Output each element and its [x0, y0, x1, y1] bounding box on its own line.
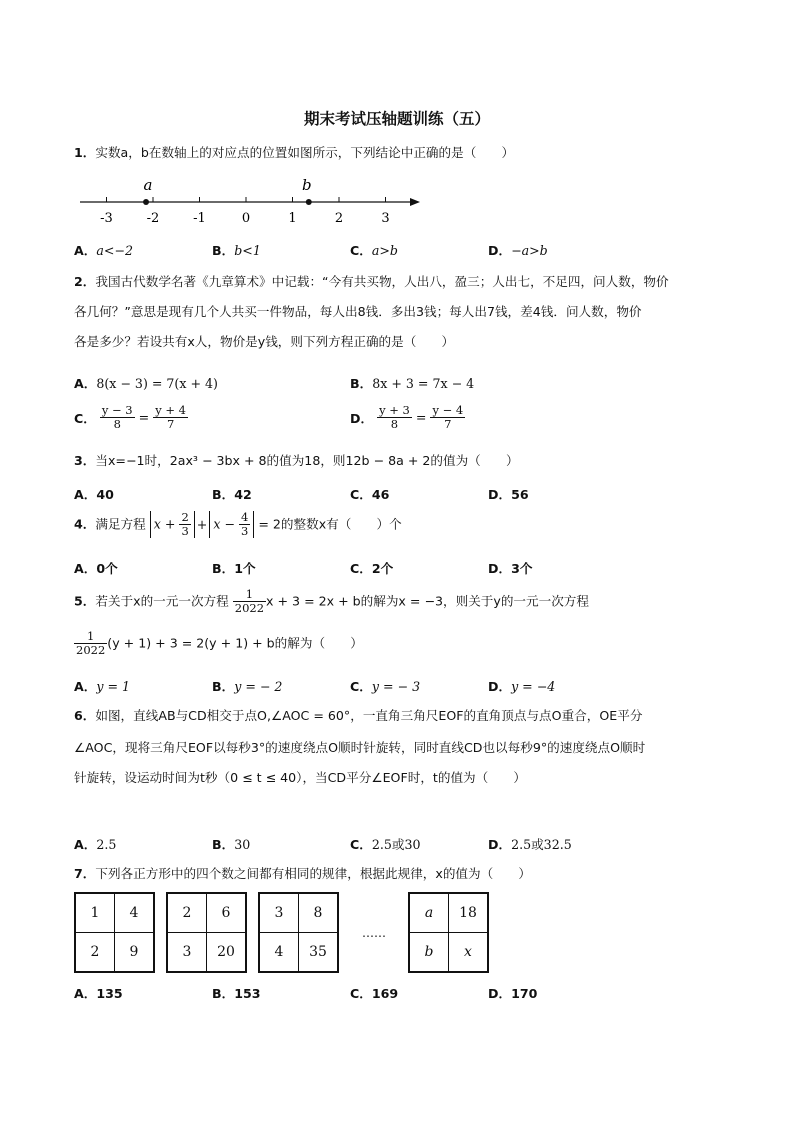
option-label: B． — [212, 837, 235, 852]
cell-top-right: 4 — [129, 905, 139, 921]
cell-top-right: 18 — [459, 905, 477, 921]
question-5-line-1 — [74, 588, 589, 615]
question-number: 7． — [74, 866, 96, 881]
q3-option-c[interactable] — [350, 484, 389, 503]
cell-bottom-left: 2 — [90, 944, 100, 960]
option-label: A． — [74, 243, 97, 258]
option-label: C． — [74, 411, 96, 426]
question-text: 满足方程 — [95, 516, 146, 532]
tick-label: -3 — [100, 211, 113, 226]
option-text: y = 1 — [96, 679, 131, 694]
option-text: 56 — [511, 487, 529, 502]
cell-top-left: a — [424, 905, 434, 921]
tick-label: 0 — [241, 211, 251, 226]
question-6-line-2: ∠AOC，现将三角尺EOF以每秒3°的速度绕点O顺时针旋转，同时直线CD也以每秒9°的速度绕点O顺时 — [74, 740, 646, 755]
question-text: 我国古代数学名著《九章算术》中记载：“今有共买物，人出八，盈三；人出七，不足四，问人数，物价 — [95, 274, 669, 289]
numerator: y − 3 — [101, 403, 133, 417]
option-label: A． — [74, 561, 97, 576]
denominator: 3 — [181, 524, 189, 538]
option-label: A． — [74, 487, 97, 502]
number-square-1 — [74, 892, 155, 973]
cell-top-left: 2 — [182, 905, 192, 921]
question-number: 2． — [74, 274, 96, 289]
option-text: y = − 2 — [234, 679, 283, 694]
numerator: 1 — [74, 630, 107, 644]
option-label: C． — [350, 243, 372, 258]
option-text: 8x + 3 = 7x − 4 — [372, 376, 475, 391]
cell-top-right: 6 — [221, 905, 231, 921]
denominator: 7 — [444, 417, 452, 431]
point-b — [306, 199, 312, 205]
option-label: C． — [350, 837, 372, 852]
question-text: (y + 1) + 3 = 2(y + 1) + b的解为（ ） — [107, 635, 363, 651]
equals-sign: = — [415, 410, 427, 425]
numerator: 4 — [241, 510, 249, 524]
cell-top-right: 8 — [313, 905, 323, 921]
q3-option-b[interactable] — [212, 484, 252, 503]
question-2-line-2: 各几何？”意思是现有几个人共买一件物品，每人出8钱．多出3钱；每人出7钱，差4钱．问人数，物价 — [74, 304, 642, 319]
option-text: 3个 — [511, 561, 533, 576]
cell-bottom-left: b — [424, 944, 434, 960]
denominator: 2022 — [234, 601, 265, 615]
question-text: 若关于x的一元一次方程 — [95, 593, 229, 609]
question-number: 3． — [74, 453, 96, 468]
question-text: 如图，直线AB与CD相交于点O,∠AOC = 60°，一直角三角尺EOF的直角顶点与点O重合，OE平分 — [95, 708, 643, 723]
option-text: 46 — [371, 487, 390, 502]
arrow-icon — [410, 198, 420, 206]
option-text: 1个 — [234, 561, 256, 576]
q6-option-a[interactable] — [74, 834, 116, 853]
option-text: 8(x − 3) = 7(x + 4) — [96, 376, 218, 391]
fraction — [233, 588, 266, 615]
q2-option-b[interactable] — [350, 373, 474, 392]
option-label: C． — [350, 986, 372, 1001]
question-3-stem — [74, 453, 519, 469]
q2-option-a[interactable] — [74, 373, 218, 392]
option-label: B． — [212, 561, 235, 576]
question-text: = 2的整数x有（ ）个 — [258, 516, 402, 532]
option-text: y = −4 — [511, 679, 556, 694]
question-text: 当x=−1时，2ax³ − 3bx + 8的值为18，则12b − 8a + 2的值为（ ） — [95, 453, 519, 468]
fraction — [377, 404, 412, 431]
expr: x − — [213, 516, 235, 532]
denominator: 3 — [241, 524, 249, 538]
tick-label: -1 — [193, 211, 206, 226]
number-square-2 — [166, 892, 247, 973]
option-label: D． — [488, 561, 512, 576]
q1-option-d[interactable] — [488, 240, 548, 259]
cell-bottom-right: x — [464, 944, 472, 960]
option-text: a<−2 — [96, 243, 133, 258]
ellipsis: …… — [362, 926, 386, 940]
numerator: 2 — [181, 510, 189, 524]
question-2-line-1 — [74, 274, 669, 290]
option-label: A． — [74, 986, 97, 1001]
numerator: y + 4 — [155, 403, 186, 417]
cell-bottom-right: 35 — [309, 944, 327, 960]
question-1-stem — [74, 145, 514, 161]
option-text: 40 — [96, 487, 114, 502]
q4-option-b[interactable] — [212, 558, 256, 577]
option-text: 2.5或30 — [371, 837, 421, 852]
q1-option-a[interactable] — [74, 240, 133, 259]
option-text: 2.5 — [96, 837, 117, 852]
q5-option-c[interactable] — [350, 676, 420, 695]
question-number: 1． — [74, 145, 96, 160]
option-text: −a>b — [511, 243, 548, 258]
q7-option-a[interactable] — [74, 983, 123, 1002]
q7-option-b[interactable] — [212, 983, 261, 1002]
q4-option-c[interactable] — [350, 558, 393, 577]
number-square-3 — [258, 892, 339, 973]
fraction — [239, 511, 250, 538]
q3-option-a[interactable] — [74, 484, 114, 503]
option-text: y = − 3 — [371, 679, 421, 694]
q6-option-d[interactable] — [488, 834, 572, 853]
question-number: 5． — [74, 593, 96, 609]
tick-label: 2 — [334, 211, 344, 226]
option-label: D． — [350, 411, 374, 426]
option-label: B． — [212, 986, 235, 1001]
option-text: 30 — [234, 837, 251, 852]
question-4-stem — [74, 511, 402, 538]
numerator: y − 4 — [432, 403, 464, 417]
q5-option-d[interactable] — [488, 676, 555, 695]
q5-option-a[interactable] — [74, 676, 130, 695]
question-text: 实数a，b在数轴上的对应点的位置如图所示，下列结论中正确的是（ ） — [95, 145, 515, 160]
equals-sign: = — [138, 410, 150, 425]
q4-option-a[interactable] — [74, 558, 118, 577]
option-label: D． — [488, 679, 512, 694]
q1-option-b[interactable] — [212, 240, 261, 259]
cell-bottom-right: 20 — [217, 944, 235, 960]
denominator: 7 — [166, 417, 175, 431]
denominator: 8 — [390, 417, 399, 431]
numerator: 1 — [233, 588, 266, 602]
option-text: a>b — [371, 243, 398, 258]
q7-option-c[interactable] — [350, 983, 398, 1002]
question-number: 4． — [74, 516, 96, 532]
absolute-value-1 — [150, 511, 195, 538]
expr: x + — [153, 516, 176, 532]
option-text: 153 — [234, 986, 261, 1001]
absolute-value-2 — [209, 511, 254, 538]
option-text: 2个 — [371, 561, 394, 576]
fraction — [153, 404, 188, 431]
denominator: 2022 — [76, 643, 106, 657]
number-square-4 — [408, 892, 489, 973]
numerator: y + 3 — [379, 403, 410, 417]
option-label: C． — [350, 487, 372, 502]
option-label: B． — [350, 376, 373, 391]
q4-option-d[interactable] — [488, 558, 532, 577]
number-line — [74, 170, 424, 230]
q2-option-c[interactable] — [74, 404, 188, 431]
option-text: 135 — [96, 986, 123, 1001]
option-text: b<1 — [234, 243, 261, 258]
cell-bottom-left: 4 — [274, 944, 284, 960]
q6-option-c[interactable] — [350, 834, 421, 853]
option-label: A． — [74, 376, 97, 391]
point-a-label: a — [143, 176, 153, 194]
question-text: x + 3 = 2x + b的解为x = −3，则关于y的一元一次方程 — [266, 593, 589, 609]
option-label: B． — [212, 243, 235, 258]
option-label: D． — [488, 986, 512, 1001]
question-number: 6． — [74, 708, 96, 723]
question-2-line-3: 各是多少？若设共有x人，物价是y钱，则下列方程正确的是（ ） — [74, 334, 455, 349]
point-a — [143, 199, 149, 205]
plus-sign: + — [196, 516, 208, 532]
question-6-line-1 — [74, 708, 642, 724]
fraction — [74, 630, 107, 657]
option-label: C． — [350, 561, 372, 576]
denominator: 8 — [113, 417, 121, 431]
q2-option-d[interactable] — [350, 404, 465, 431]
q5-option-b[interactable] — [212, 676, 282, 695]
tick-label: 3 — [381, 211, 390, 226]
option-label: D． — [488, 837, 512, 852]
option-text: 170 — [511, 986, 538, 1001]
cell-bottom-left: 3 — [182, 944, 192, 960]
question-7-stem — [74, 866, 531, 882]
option-text: 169 — [371, 986, 399, 1001]
q6-option-b[interactable] — [212, 834, 250, 853]
fraction — [100, 404, 135, 431]
q7-option-d[interactable] — [488, 983, 537, 1002]
question-text: 下列各正方形中的四个数之间都有相同的规律，根据此规律，x的值为（ ） — [95, 866, 531, 881]
tick-label: -2 — [146, 211, 160, 226]
option-text: 0个 — [96, 561, 118, 576]
point-b-label: b — [301, 176, 312, 194]
page-title: 期末考试压轴题训练（五） — [303, 109, 490, 128]
option-label: D． — [488, 243, 512, 258]
option-label: C． — [350, 679, 372, 694]
option-text: 2.5或32.5 — [511, 837, 572, 852]
question-6-line-3: 针旋转，设运动时间为t秒（0 ≤ t ≤ 40），当CD平分∠EOF时，t的值为（ ） — [74, 770, 527, 785]
option-label: A． — [74, 837, 97, 852]
option-label: D． — [488, 487, 512, 502]
option-label: B． — [212, 679, 235, 694]
q3-option-d[interactable] — [488, 484, 529, 503]
cell-bottom-right: 9 — [129, 944, 139, 960]
q1-option-c[interactable] — [350, 240, 398, 259]
fraction — [430, 404, 465, 431]
cell-top-left: 3 — [274, 905, 284, 921]
tick-label: 1 — [288, 211, 297, 226]
option-text: 42 — [234, 487, 252, 502]
fraction — [179, 511, 190, 538]
question-5-line-2 — [74, 630, 363, 657]
cell-top-left: 1 — [90, 905, 100, 921]
option-label: A． — [74, 679, 97, 694]
option-label: B． — [212, 487, 235, 502]
